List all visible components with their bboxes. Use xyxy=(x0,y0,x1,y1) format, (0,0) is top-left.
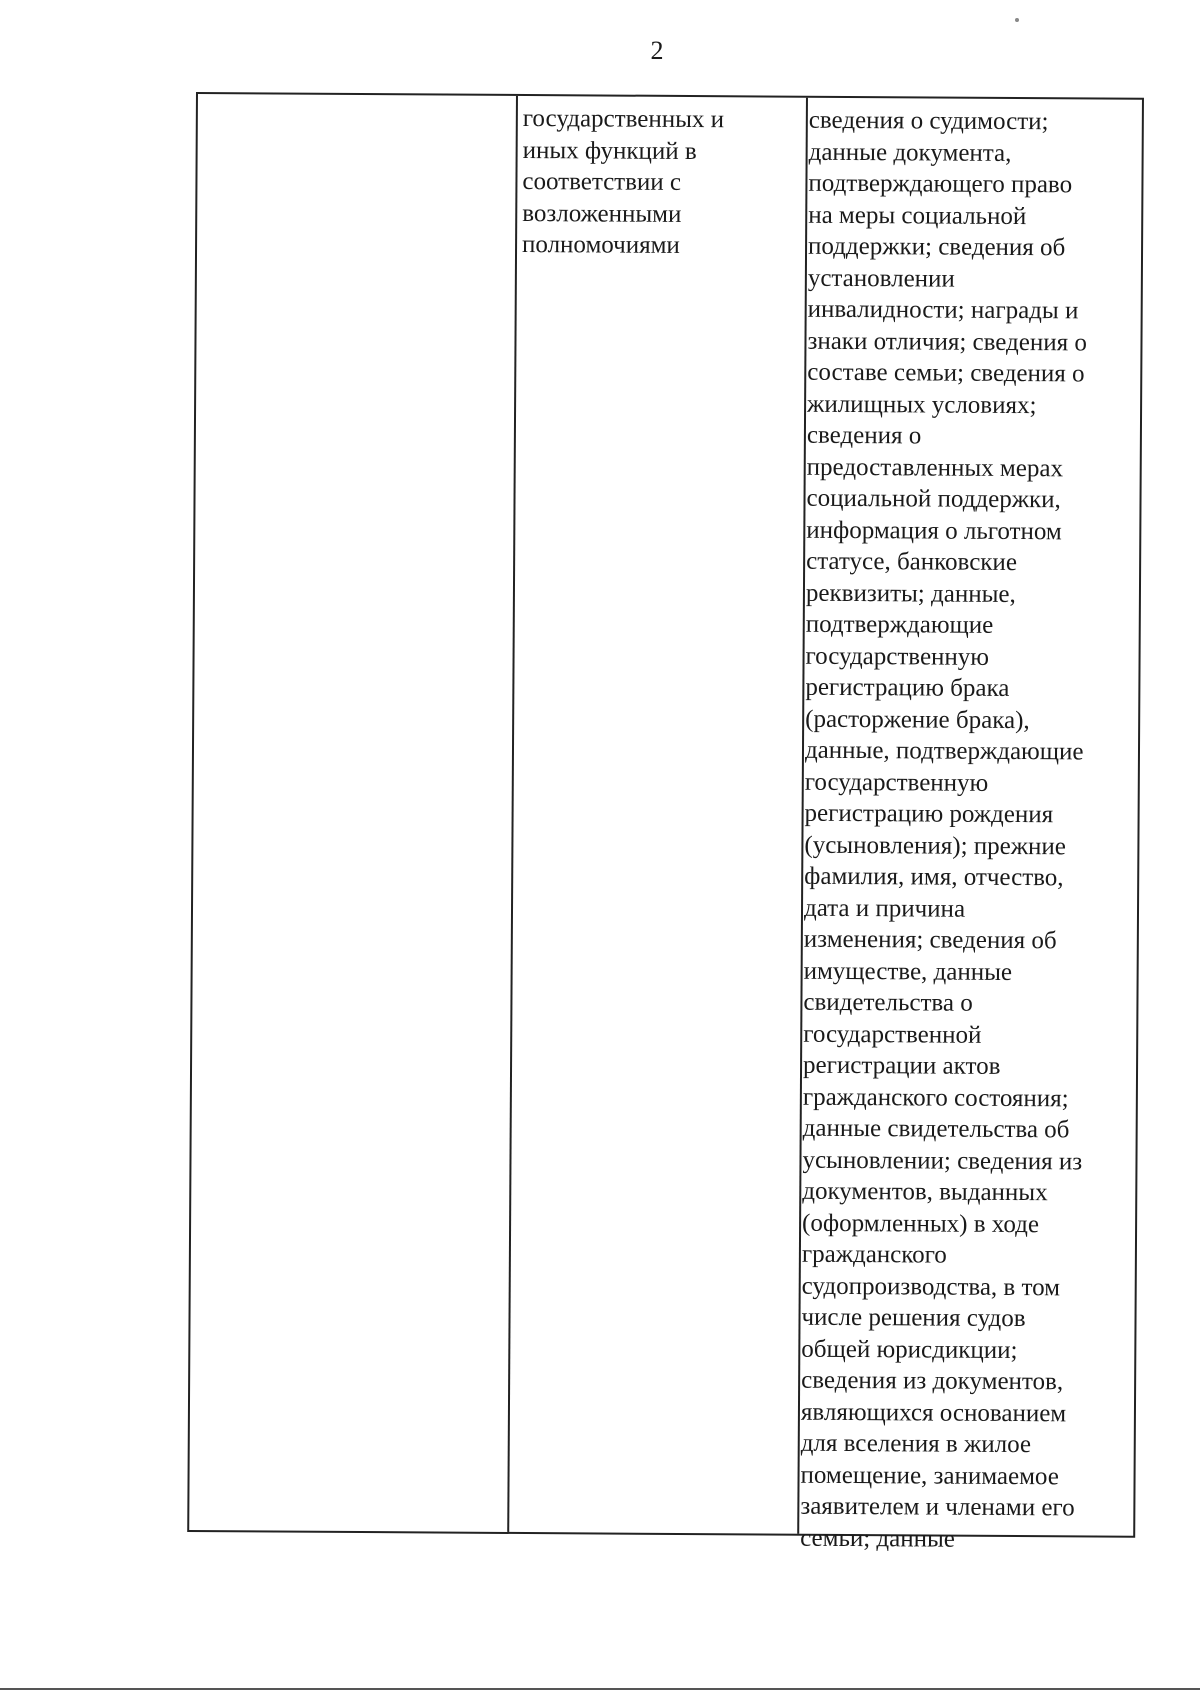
table-cell-col-2 xyxy=(509,96,808,1534)
table-cell-col-1 xyxy=(189,94,518,1532)
table-cell-col-3 xyxy=(799,98,1142,1553)
page-bottom-rule xyxy=(0,1688,1200,1690)
data-table xyxy=(187,92,1144,1553)
cell-text-col-3: сведения о судимости; данные документа, подтверждающего право на меры социальной поддержки; сведения об установлении инвалидности; награды и знаки отличия; сведения о составе семьи; сведения о жилищных условиях; сведения о предоставленных мерах социальной поддержки, информация о льготном статусе, банковские реквизиты; данные, подтверждающие государственную регистрацию брака (расторжение брака), данные, подтверждающие государственную регистрацию рождения (усыновления); прежние фамилия, имя, отчество, дата и причина изменения; сведения об имуществе, данные свидетельства о государственной регистрации актов гражданского состояния; данные свидетельства об усыновлении; сведения из документов, выданных (оформленных) в ходе гражданского судопроизводства, в том числе решения судов общей юрисдикции; сведения из документов, являющихся основанием для вселения в жилое помещение, занимаемое заявителем и членами его семьи; данные xyxy=(800,106,1088,1553)
cell-text-col-1 xyxy=(198,94,516,96)
page-number: 2 xyxy=(650,36,664,65)
cell-text-col-2: государственных и иных функций в соответствии с возложенными полномочиями xyxy=(521,104,725,259)
scan-artifact-dot xyxy=(1015,18,1019,22)
